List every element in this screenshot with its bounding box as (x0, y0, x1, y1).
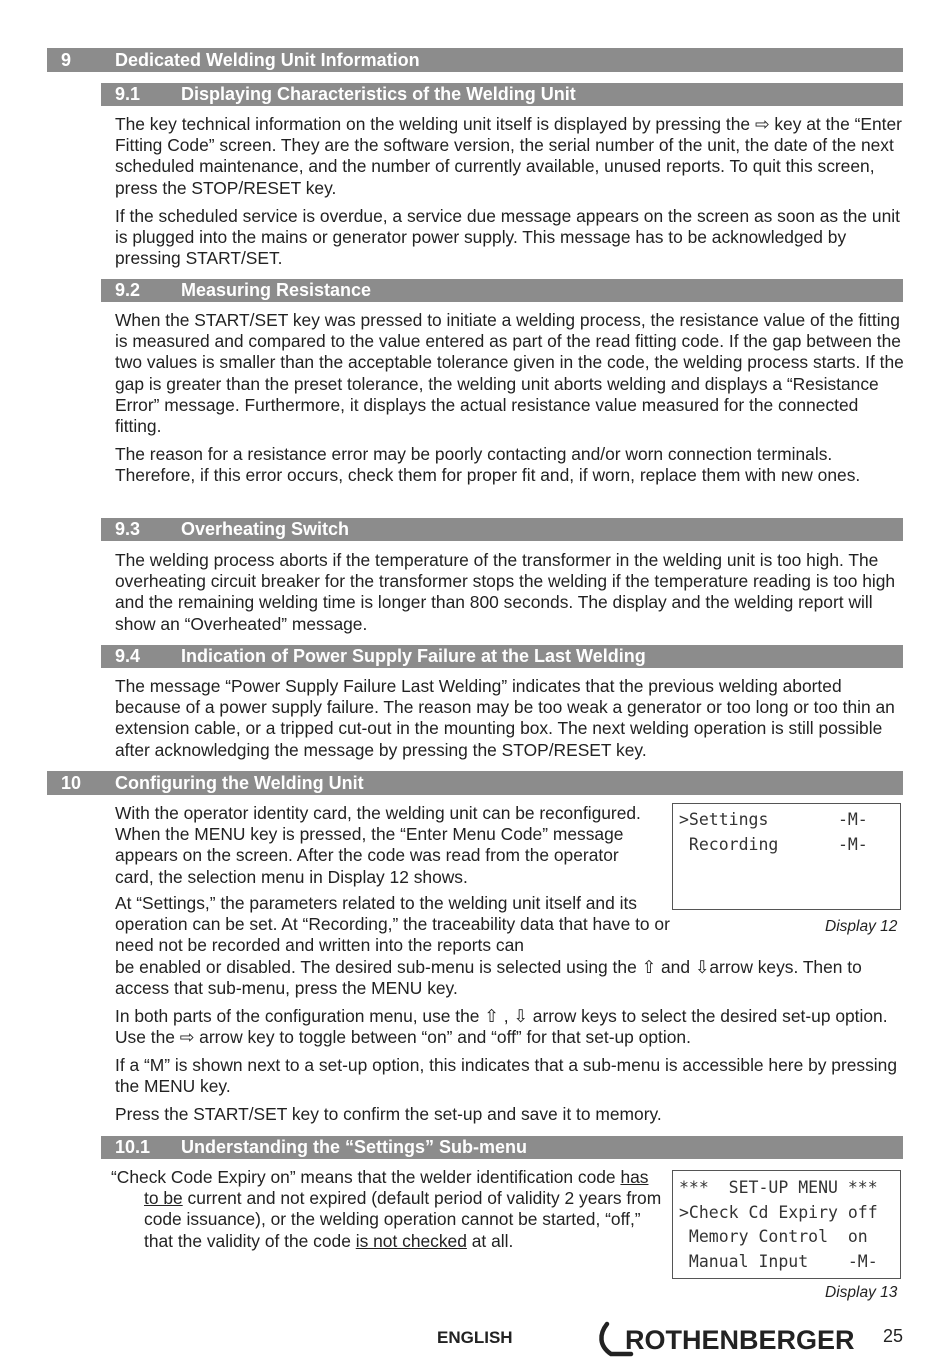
section-number: 9.3 (115, 519, 141, 539)
section-title: Understanding the “Settings” Sub-menu (181, 1137, 528, 1157)
section-number: 10 (61, 773, 82, 793)
paragraph: The reason for a resistance error may be poorly contacting and/or worn connection terminals. Therefore, if this error occurs, check them for proper fit and, if worn, replace them with new ones. (115, 444, 861, 486)
section-number: 9.4 (115, 646, 141, 666)
paragraph: With the operator identity card, the welding unit can be reconfigured. When the MENU key is pressed, the “Enter Menu Code” message appears on the screen. After the code was read from the operator card, the selection menu in Display 12 shows. (115, 803, 641, 887)
section-title: Measuring Resistance (181, 280, 372, 300)
paragraph: When the START/SET key was pressed to initiate a welding process, the resistance value of the fitting is measured and compared to the value entered as part of the read fitting code. If the gap between the two values is smaller than the acceptable tolerance given in the code, the welding process starts. If the gap is greater than the preset tolerance, the welding unit aborts welding and displays a “Resistance Error” message. Furthermore, it displays the actual resistance value measured for the connected fitting. (115, 310, 904, 437)
display-13-caption: Display 13 (825, 1284, 898, 1301)
section-number: 10.1 (115, 1137, 151, 1157)
page-number: 25 (883, 1326, 904, 1346)
section-title: Overheating Switch (181, 519, 350, 539)
section-number: 9.2 (115, 280, 141, 300)
section-9-4-heading (101, 645, 903, 668)
underlined-text: is not checked (355, 1230, 467, 1251)
display-13-screen (672, 1170, 901, 1279)
section-9-3-heading (101, 518, 903, 541)
section-number: 9 (61, 50, 72, 70)
paragraph: The welding process aborts if the temperature of the transformer in the welding unit is too high. The overheating circuit breaker for the transformer stops the welding if the temperature reading is too high and the remaining welding time is longer than 800 seconds. The display and the welding report will show an “Overheated” message. (115, 550, 896, 634)
section-9-1-heading (101, 83, 903, 106)
section-title: Displaying Characteristics of the Welding Unit (181, 84, 576, 104)
display-line: >Check Cd Expiry off (679, 1202, 878, 1222)
display-line: *** SET-UP MENU *** (679, 1178, 878, 1197)
section-number: 9.1 (115, 84, 141, 104)
svg-text:ROTHENBERGER: ROTHENBERGER (625, 1325, 855, 1355)
paragraph: Press the START/SET key to confirm the set-up and save it to memory. (115, 1104, 662, 1124)
display-line: >Settings -M- (679, 810, 868, 829)
paragraph: The key technical information on the welding unit itself is displayed by pressing the ⇨ key at the “Enter Fitting Code” screen. They are the software version, the serial number of the unit, the date of the next scheduled maintenance, and the number of currently available, unused reports. To quit this screen, press the STOP/RESET key. (115, 114, 902, 198)
paragraph: If a “M” is shown next to a set-up option, this indicates that a sub-menu is accessible here by pressing the MENU key. (115, 1055, 898, 1097)
display-12-caption: Display 12 (825, 918, 898, 935)
underlined-text: has to be (144, 1167, 649, 1209)
paragraph: In both parts of the configuration menu, use the ⇧ , ⇩ arrow keys to select the desired set-up option. Use the ⇨ arrow key to toggle between “on” and “off” for that set-up option. (115, 1006, 888, 1048)
rothenberger-logo (597, 1318, 857, 1358)
section-10-1-heading (101, 1136, 903, 1159)
text-run: “Check Code Expiry on” means that the welder identification code (111, 1167, 621, 1187)
section-title: Indication of Power Supply Failure at the Last Welding (181, 646, 646, 666)
section-title: Dedicated Welding Unit Information (115, 50, 420, 70)
section-title: Configuring the Welding Unit (115, 773, 364, 793)
display-line: Recording -M- (679, 834, 868, 854)
section-9-heading (47, 48, 903, 72)
section-9-2-heading (101, 279, 903, 302)
section-10-heading (47, 771, 903, 795)
paragraph: be enabled or disabled. The desired sub-menu is selected using the ⇧ and ⇩arrow keys. Then to access that sub-menu, press the MENU key. (115, 957, 862, 999)
text-run: at all. (466, 1230, 514, 1251)
display-line: Memory Control on (679, 1227, 868, 1246)
paragraph: If the scheduled service is overdue, a service due message appears on the screen as soon as the unit is plugged into the mains or generator power supply. This message has to be acknowledged by pressing START/SET. (115, 206, 900, 269)
paragraph: The message “Power Supply Failure Last Welding” indicates that the previous welding aborted because of a power supply failure. The reason may be too weak a generator or too long or too thin an extension cable, or a tripped cut-out in the mounting box. The next welding operation is still possible after acknowledging the message by pressing the STOP/RESET key. (115, 676, 895, 760)
display-line: Manual Input -M- (679, 1251, 878, 1271)
text-run: current and not expired (default period of validity 2 years from code issuance), or the welding operation cannot be started, “off,” that the validity of the code (144, 1188, 662, 1251)
paragraph: At “Settings,” the parameters related to the welding unit itself and its operation can be set. At “Recording,” the traceability data that have to or need not be recorded and written into the reports can (115, 893, 670, 956)
display-12-screen (672, 803, 901, 910)
footer-language: ENGLISH (437, 1328, 513, 1347)
definition-paragraph (111, 1167, 664, 1252)
